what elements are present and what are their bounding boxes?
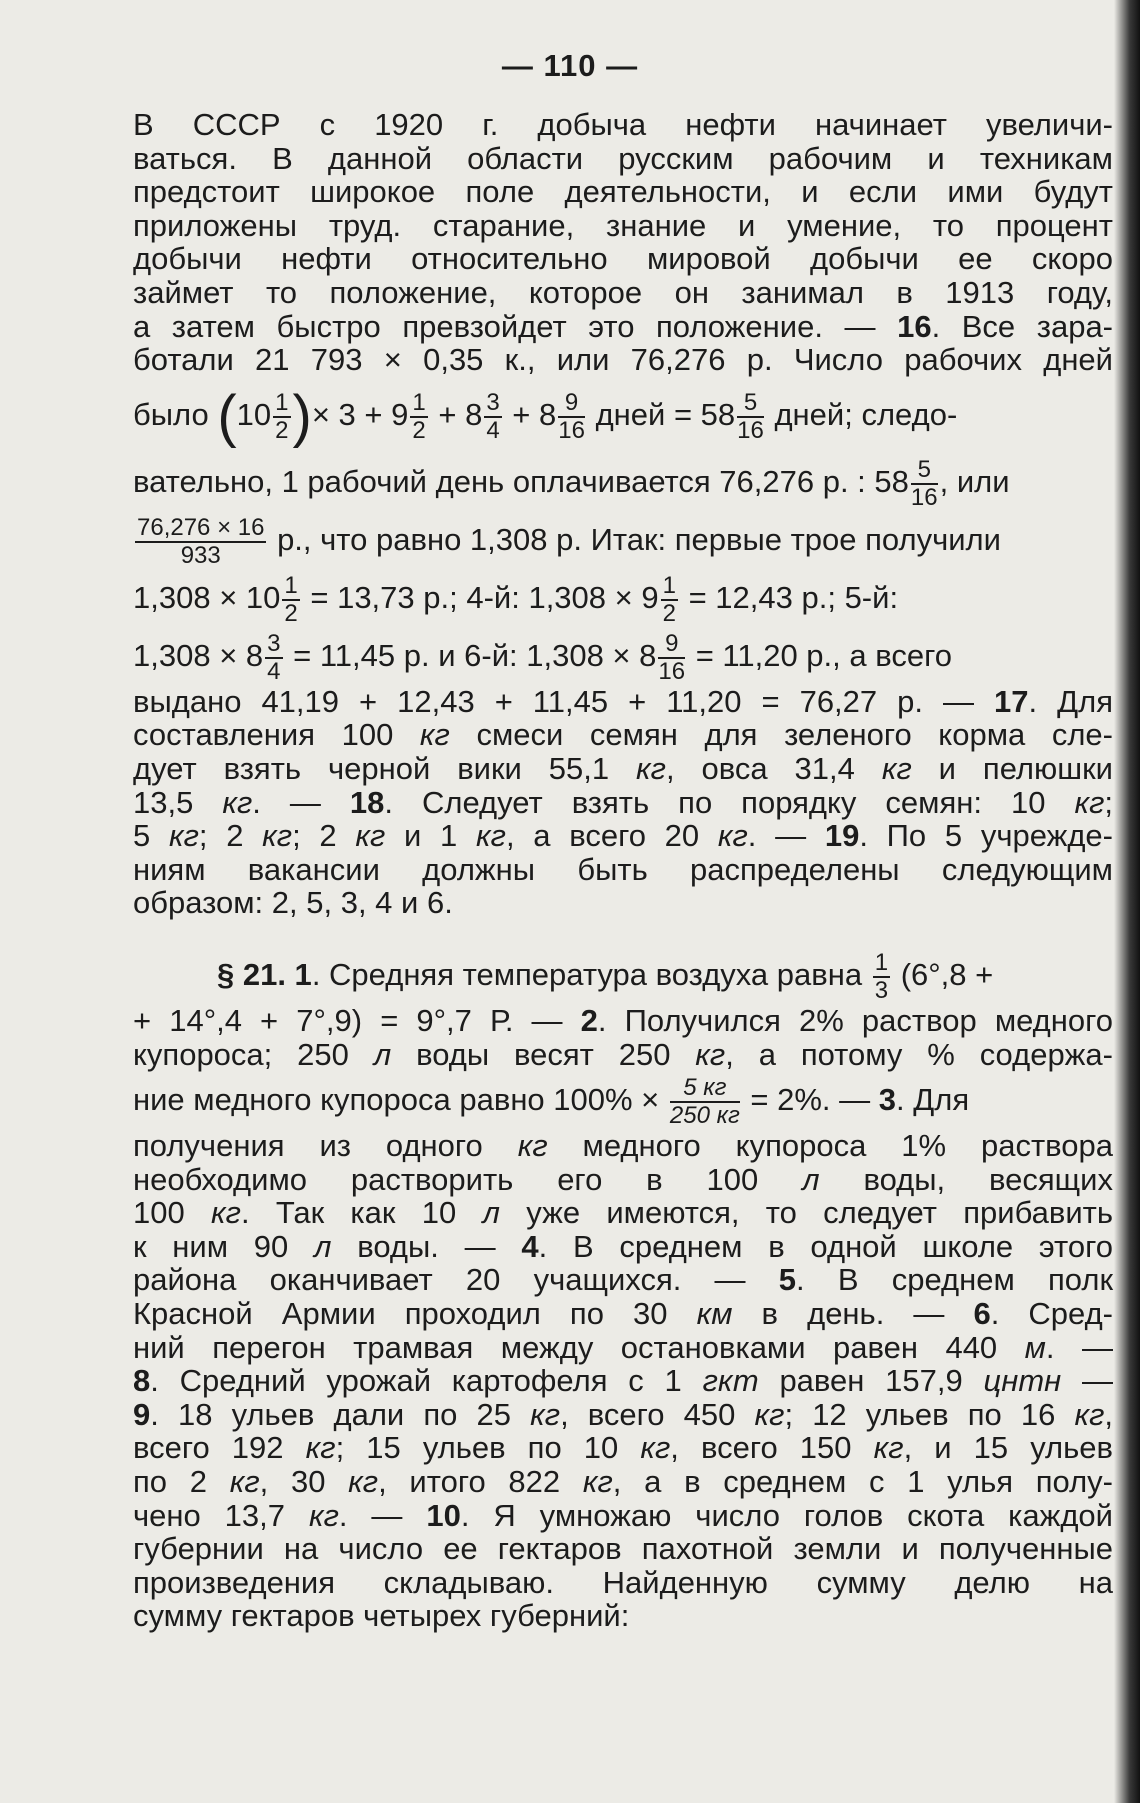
text-line: ниям вакансии должны быть распределены следующим [133, 851, 1113, 887]
denominator: 2 [284, 599, 298, 627]
problem-number: 6 [973, 1296, 991, 1332]
text-run: 10 [236, 396, 272, 432]
unit: кг [881, 750, 912, 786]
text-line [133, 1364, 1113, 1398]
numerator: 9 [558, 390, 585, 418]
text-line: губернии на число ее гектаров пахотной земли и полученные [133, 1531, 1113, 1567]
text-run: к ним 90 [133, 1228, 315, 1264]
text-run: , а потому % содержа- [725, 1036, 1113, 1072]
text-line [133, 310, 1113, 344]
text-run: воды. — [331, 1228, 522, 1264]
text-run: . — [1045, 1329, 1114, 1365]
fraction [410, 390, 427, 444]
denominator: 2 [662, 599, 676, 627]
unit: кг [305, 1430, 336, 1466]
text-run: ние медного купороса равно 100% × [133, 1082, 668, 1118]
text-line [133, 1331, 1113, 1365]
text-run: р., что равно 1,308 р. Итак: первые трое получили [268, 521, 1001, 557]
text-line [133, 1431, 1113, 1465]
text-run: , всего 150 [670, 1430, 874, 1466]
text-run: вательно, 1 рабочий день оплачивается 76,276 р. : 58 [133, 463, 909, 499]
numerator: 3 [486, 388, 500, 416]
text-line: добычи нефти относительно мировой добычи ее скоро [133, 241, 1113, 277]
formula-line [133, 511, 1113, 569]
text-line: произведения складываю. Найденную сумму делю на [133, 1564, 1113, 1600]
text-run: по 2 [133, 1464, 230, 1500]
text-run: , а всего 20 [505, 818, 718, 854]
text-run: , [1104, 1396, 1114, 1432]
unit: кг [1074, 1396, 1105, 1432]
text-run: . — [747, 818, 825, 854]
text-line [133, 1263, 1113, 1297]
text-run: . Так как 10 [240, 1195, 483, 1231]
text-run: ; 15 ульев по 10 [335, 1430, 641, 1466]
text-line: займет то положение, которое он занимал в 1913 году, [133, 274, 1113, 310]
problem-number: 18 [349, 784, 385, 820]
fraction [484, 390, 501, 444]
text-run: уже имеются, то следует прибавить [499, 1195, 1113, 1231]
text-run: . Все зара- [931, 308, 1114, 344]
fraction [658, 631, 685, 685]
text-run: необходимо растворить его в 100 [133, 1161, 803, 1197]
text-run: 1,308 × 10 [133, 579, 281, 615]
text-run: ; 12 ульев по 16 [784, 1396, 1075, 1432]
denominator: 2 [412, 416, 426, 444]
text-run: ; [1104, 784, 1114, 820]
unit: кг [308, 1497, 339, 1533]
fraction [737, 390, 764, 444]
unit: кг [640, 1430, 671, 1466]
numerator: 9 [658, 631, 685, 659]
problem-number: 9 [133, 1396, 151, 1432]
text-line: ваться. В данной области русским рабочим и техникам [133, 140, 1113, 176]
denominator: 2 [275, 416, 289, 444]
text-line [133, 1038, 1113, 1072]
fraction [135, 515, 266, 569]
problem-number: 16 [897, 308, 932, 344]
unit: кг [262, 818, 293, 854]
text-run: . Для [1028, 683, 1113, 719]
problem-number: 17 [994, 683, 1029, 719]
text-run: 1,308 × 8 [133, 637, 264, 673]
unit: гкт [702, 1363, 759, 1399]
text-run: = 11,20 р., а всего [687, 637, 952, 673]
unit: цнтн [983, 1363, 1062, 1399]
fraction [661, 573, 678, 627]
text-run: района оканчивает 20 учащихся. — [133, 1262, 779, 1298]
text-run: ; 2 [198, 818, 263, 854]
unit: кг [636, 750, 666, 786]
text-run: = 2%. — [741, 1082, 879, 1118]
problem-number: 10 [426, 1497, 461, 1533]
text-line [133, 786, 1113, 820]
numerator: 1 [874, 948, 889, 976]
text-run: 13,5 [133, 784, 223, 820]
text-run: и пелюшки [911, 750, 1113, 786]
text-run: . 18 ульев дали по 25 [150, 1396, 531, 1432]
formula-line [133, 627, 1113, 685]
paragraph-gap [133, 920, 1113, 946]
fraction [265, 631, 282, 685]
unit: л [482, 1195, 500, 1231]
text-run: . Средняя температура воздуха равна [311, 956, 871, 992]
text-run: . — [338, 1497, 427, 1533]
unit: кг [1074, 784, 1105, 820]
body-text [133, 108, 1113, 1633]
fraction [282, 573, 299, 627]
denominator: 16 [658, 657, 686, 685]
formula-line [133, 453, 1113, 511]
text-line: образом: 2, 5, 3, 4 и 6. [133, 885, 453, 921]
text-line [133, 1129, 1113, 1163]
text-run: . В среднем полк [796, 1262, 1114, 1298]
text-run: . Средний урожай картофеля с 1 [150, 1363, 703, 1399]
text-run: дней; следо- [765, 396, 958, 432]
text-run: в день. — [732, 1296, 974, 1332]
unit: кг [530, 1396, 561, 1432]
unit: л [802, 1161, 820, 1197]
text-run: Красной Армии проходил по 30 [133, 1296, 697, 1332]
numerator: 5 [911, 457, 938, 485]
paren-open: ( [217, 383, 237, 449]
problem-number: 3 [878, 1082, 897, 1118]
text-run: + 8 [429, 396, 483, 432]
denominator: 4 [267, 657, 281, 685]
text-run: воды весят 250 [391, 1036, 696, 1072]
unit: кг [211, 1195, 241, 1231]
text-run: . Сред- [990, 1296, 1114, 1332]
text-run: , 30 [259, 1464, 349, 1500]
fraction [873, 950, 890, 1004]
denominator: 16 [910, 483, 938, 511]
denominator: 933 [180, 541, 221, 569]
problem-number: 19 [824, 818, 860, 854]
numerator: 1 [412, 388, 426, 416]
text-run: + 8 [503, 396, 557, 432]
text-run: купороса; 250 [133, 1036, 374, 1072]
text-line: В СССР с 1920 г. добыча нефти начинает увеличи- [133, 107, 1113, 142]
text-run: — [1061, 1363, 1113, 1399]
text-run: = 12,43 р.; 5-й: [679, 579, 899, 615]
unit: кг [717, 818, 748, 854]
formula-line [133, 946, 1113, 1004]
text-run: равен 157,9 [758, 1363, 984, 1399]
text-line [133, 1163, 1113, 1197]
text-line: ботали 21 793 × 0,35 к., или 76,276 р. Число рабочих дней [133, 342, 1113, 378]
numerator: 1 [275, 388, 289, 416]
text-line [133, 718, 1113, 752]
text-line [133, 1499, 1113, 1533]
text-run: . В среднем в одной школе этого [538, 1228, 1113, 1264]
problem-number: 8 [133, 1363, 151, 1399]
unit: кг [419, 717, 450, 753]
text-line [133, 1398, 1113, 1432]
paren-close: ) [292, 383, 312, 449]
text-run: , и 15 ульев [903, 1430, 1113, 1466]
unit: м [1024, 1329, 1046, 1365]
text-run: смеси семян для зеленого корма сле- [449, 717, 1114, 753]
text-run: дует взять черной вики 55,1 [133, 750, 637, 786]
text-run: , овса 31,4 [665, 750, 882, 786]
unit: кг [222, 784, 253, 820]
text-line [133, 1230, 1113, 1264]
text-run: получения из одного [133, 1128, 518, 1164]
unit: кг [168, 818, 199, 854]
unit: кг [582, 1464, 613, 1500]
text-run: + 14°,4 + 7°,9) = 9°,7 Р. — [133, 1002, 581, 1038]
fraction [911, 457, 938, 511]
denominator: 3 [874, 976, 889, 1004]
text-run: . Я умножаю число голов скота каждой [460, 1497, 1113, 1533]
text-line [133, 819, 1113, 853]
text-run: . Для [896, 1082, 970, 1118]
text-run: всего 192 [133, 1430, 306, 1466]
text-run: и 1 [385, 818, 477, 854]
text-line [133, 685, 1113, 719]
problem-number: 4 [521, 1228, 539, 1264]
unit: кг [229, 1464, 260, 1500]
text-line [133, 1297, 1113, 1331]
text-run: дней = 58 [586, 396, 736, 432]
numerator: 1 [662, 571, 676, 599]
text-run: составления 100 [133, 717, 420, 753]
fraction [273, 390, 290, 444]
unit: кг [754, 1396, 785, 1432]
text-run: , итого 822 [378, 1464, 583, 1500]
text-run: , или [939, 463, 1010, 499]
problem-number: 2 [580, 1002, 598, 1038]
unit: кг [517, 1128, 548, 1164]
numerator: 5 кг [670, 1075, 740, 1103]
text-line: предстоит широкое поле деятельности, и если ими будут [133, 174, 1113, 210]
unit: кг [476, 818, 506, 854]
text-run: 5 [133, 818, 169, 854]
text-line [133, 1196, 1113, 1230]
text-run: . Получился 2% раствор медного [597, 1002, 1113, 1038]
page-edge-shadow [1114, 0, 1140, 1803]
unit: л [373, 1036, 392, 1072]
text-line [133, 1004, 1113, 1038]
section-heading: § 21. 1 [217, 956, 312, 992]
text-run: . По 5 учрежде- [859, 818, 1113, 854]
text-run: воды, весящих [819, 1161, 1113, 1197]
text-run: = 13,73 р.; 4-й: 1,308 × 9 [301, 579, 659, 615]
numerator: 5 [737, 390, 764, 418]
denominator: 16 [558, 416, 585, 444]
text-run: (6°,8 + [892, 956, 994, 992]
text-run: , а в среднем с 1 улья полу- [612, 1464, 1114, 1500]
text-run: . — [252, 784, 350, 820]
denominator: 4 [486, 416, 500, 444]
text-run: ; 2 [292, 818, 356, 854]
unit: л [314, 1228, 332, 1264]
denominator: 16 [737, 416, 764, 444]
fraction [558, 390, 585, 444]
text-run: ний перегон трамвая между остановками равен 440 [133, 1329, 1025, 1365]
text-run: выдано 41,19 + 12,43 + 11,45 + 11,20 = 76,27 р. — [133, 683, 995, 719]
text-run: было [133, 396, 209, 432]
problem-number: 5 [778, 1262, 797, 1298]
text-line: приложены труд. старание, знание и умение, то процент [133, 207, 1113, 243]
unit: кг [348, 1464, 379, 1500]
denominator: 250 кг [669, 1101, 740, 1129]
numerator: 3 [267, 629, 281, 657]
formula-line [133, 1071, 1113, 1129]
text-run: . Следует взять по порядку семян: 10 [384, 784, 1075, 820]
numerator: 76,276 × 16 [137, 513, 265, 541]
text-line [133, 752, 1113, 786]
page-number: — 110 — [501, 48, 639, 83]
fraction [670, 1075, 740, 1129]
text-run: = 11,45 р. и 6-й: 1,308 × 8 [284, 637, 657, 673]
text-run: × 3 + 9 [311, 396, 409, 432]
numerator: 1 [284, 571, 298, 599]
formula-line [133, 569, 1113, 627]
text-run: а затем быстро превзойдет это положение. — [133, 308, 898, 344]
formula-line [133, 377, 1113, 453]
text-run: 100 [133, 1195, 211, 1231]
unit: кг [873, 1430, 904, 1466]
text-run: , всего 450 [560, 1396, 755, 1432]
unit: кг [355, 818, 386, 854]
text-line [133, 1465, 1113, 1499]
unit: кг [695, 1036, 726, 1072]
text-run: чено 13,7 [133, 1497, 309, 1533]
text-line: сумму гектаров четырех губерний: [133, 1598, 630, 1634]
text-run: медного купороса 1% раствора [547, 1128, 1113, 1164]
unit: км [696, 1296, 733, 1332]
